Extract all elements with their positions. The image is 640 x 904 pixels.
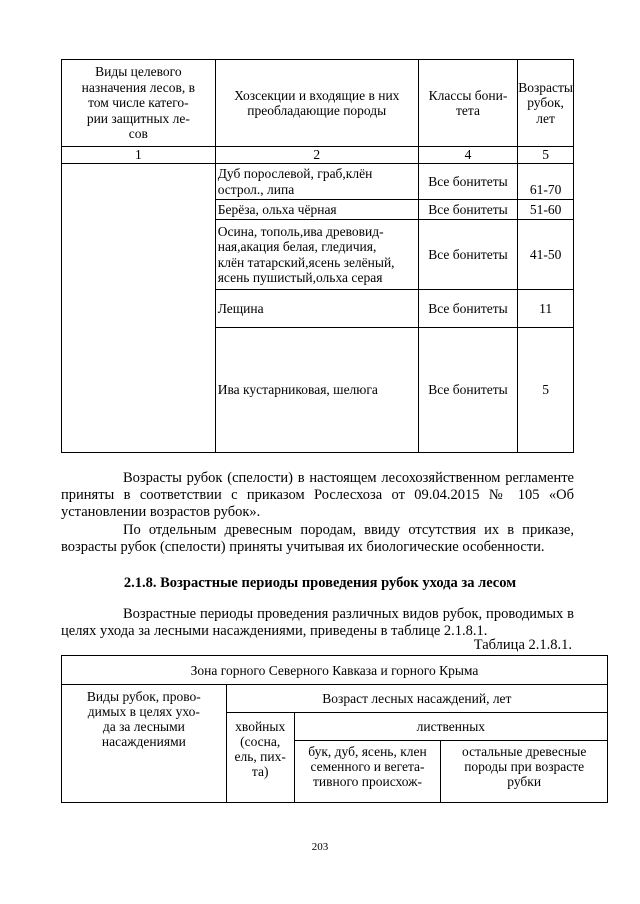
other-species-header [441, 741, 608, 803]
species-line: Осина, тополь,ива древовид- [217, 223, 384, 239]
species-line: ная,акация белая, гледичия, [217, 239, 377, 254]
header-line: хвойных [235, 719, 286, 734]
paragraph-cutting-ages: Возрасты рубок (спелости) в настоящем лесохозяйственном регламенте приняты в соответствии с приказом Рослесхоза от 09.04.2015 № 105 «Об установлении возрастов рубок». [61, 470, 574, 520]
header-line: остальные древесные [462, 744, 587, 759]
header-line: назначения лесов, в [81, 79, 196, 95]
header-line: Виды целевого [95, 64, 182, 80]
header-line: Классы бони- [428, 87, 508, 103]
header-line: породы при возрасте [464, 759, 585, 774]
column-number: 5 [518, 147, 574, 164]
header-line: рубок, лет [527, 95, 564, 126]
section-heading: 2.1.8. Возрастные периоды проведения рубок ухода за лесом [123, 575, 517, 591]
header-line: тета [456, 103, 480, 118]
age-cell: 61-70 [518, 164, 574, 200]
age-cell: 41-50 [518, 220, 574, 290]
species-cell [215, 290, 418, 328]
zone-header: Зона горного Северного Кавказа и горного Крыма [62, 656, 608, 685]
header-line: сов [128, 126, 148, 142]
header-species [215, 60, 418, 147]
age-cell: 51-60 [518, 200, 574, 220]
bonitet-cell: Все бонитеты [418, 164, 517, 200]
bonitet-cell: Все бонитеты [418, 290, 517, 328]
age-header: Возраст лесных насаждений, лет [226, 685, 607, 713]
bonitet-cell: Все бонитеты [418, 328, 517, 453]
header-line: рии защитных ле- [86, 110, 190, 126]
cutting-types-header [62, 685, 227, 803]
header-line: ель, пих- [234, 749, 286, 764]
species-cell [215, 200, 418, 220]
header-line: Возрасты [518, 79, 573, 95]
bonitet-cell: Все бонитеты [418, 200, 517, 220]
species-line: Дуб порослевой, граб,клён [217, 166, 373, 181]
species-cell [215, 164, 418, 200]
species-line: Ива кустарниковая, шелюга [217, 382, 378, 398]
header-line: (сосна, [240, 734, 281, 749]
header-line: тивного происхож- [312, 774, 423, 789]
column-number: 2 [215, 147, 418, 164]
paragraph-other-species: По отдельным древесным породам, ввиду отсутствия их в приказе, возрасты рубок (спелости) приняты учитывая их биологические особенности. [61, 522, 574, 555]
header-line: Хозсекции и входящие в них [234, 87, 400, 103]
paragraph-age-periods: Возрастные периоды проведения различных видов рубок, проводимых в целях ухода за лесными насаждениями, приведены в таблице 2.1.8.1. [61, 606, 574, 639]
species-cell [215, 328, 418, 453]
bonitet-cell: Все бонитеты [418, 220, 517, 290]
column-number: 4 [418, 147, 517, 164]
deciduous-header: лиственных [294, 713, 607, 741]
header-line: рубки [507, 774, 542, 789]
species-line: острол., липа [217, 181, 295, 197]
header-line: семенного и вегета- [310, 759, 425, 774]
forest-age-table [61, 59, 574, 453]
beech-oak-header [294, 741, 441, 803]
age-cell: 11 [518, 290, 574, 328]
species-cell [215, 220, 418, 290]
header-line: бук, дуб, ясень, клен [308, 744, 427, 759]
empty-purpose-cell [62, 164, 216, 453]
species-line: Берёза, ольха чёрная [217, 201, 337, 217]
header-forest-purpose [62, 60, 216, 147]
header-line: Виды рубок, прово- [86, 689, 201, 704]
column-number: 1 [62, 147, 216, 164]
header-line: да за лесными [102, 719, 185, 734]
header-cutting-age [518, 60, 574, 147]
header-line: преобладающие породы [247, 103, 387, 118]
species-line: клён татарский,ясень зелёный, [217, 254, 395, 270]
header-line: та) [251, 764, 269, 779]
thinning-age-table [61, 655, 608, 803]
species-line: ясень пушистый,ольха серая [217, 270, 383, 285]
table-caption: Таблица 2.1.8.1. [473, 637, 572, 653]
page-number: 203 [311, 841, 329, 853]
header-line: том числе катего- [88, 95, 189, 111]
species-line: Лещина [217, 300, 264, 316]
age-cell: 5 [518, 328, 574, 453]
header-line: насаждениями [101, 734, 186, 749]
header-line: димых в целях ухо- [87, 704, 200, 719]
conifers-header [226, 713, 294, 803]
header-bonitet [418, 60, 517, 147]
